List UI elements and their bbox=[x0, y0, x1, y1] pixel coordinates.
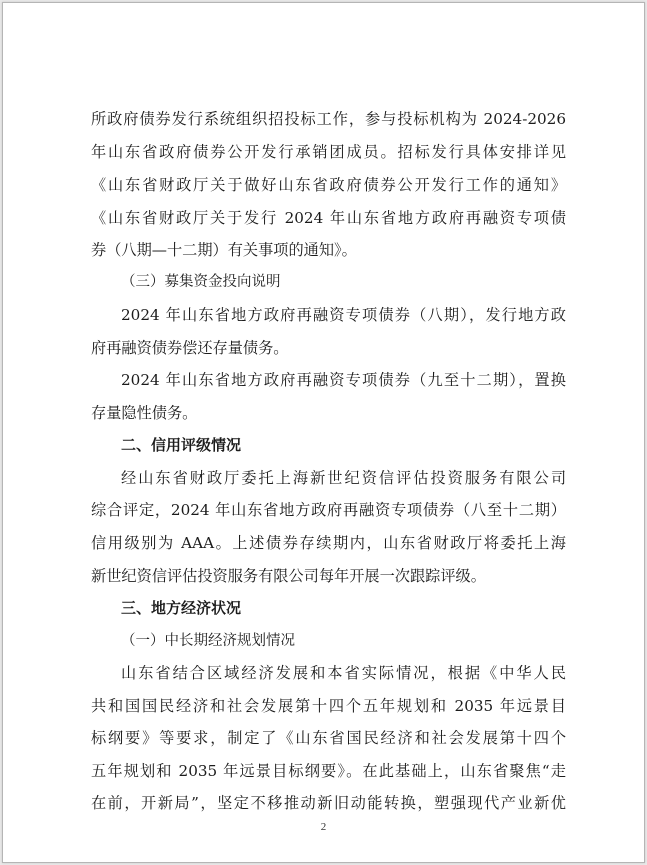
page-number: 2 bbox=[320, 821, 327, 833]
body-line: 2024 年山东省地方政府再融资专项债券（九至十二期），置换 bbox=[121, 371, 566, 389]
body-line: 2024 年山东省地方政府再融资专项债券（八期），发行地方政 bbox=[121, 306, 566, 324]
body-line: 《山东省财政厅关于做好山东省政府债券公开发行工作的通知》 bbox=[91, 176, 566, 194]
body-line: 信用级别为 AAA。上述债券存续期内，山东省财政厅将委托上海 bbox=[91, 534, 566, 552]
section-heading: 二、信用评级情况 bbox=[121, 436, 242, 454]
document-page bbox=[2, 2, 645, 863]
body-line: 年山东省政府债券公开发行承销团成员。招标发行具体安排详见 bbox=[91, 143, 566, 161]
body-line: 府再融资债券偿还存量债务。 bbox=[91, 339, 289, 357]
subsection-heading: （三）募集资金投向说明 bbox=[121, 274, 281, 290]
section-heading: 三、地方经济状况 bbox=[121, 599, 242, 617]
body-line: 经山东省财政厅委托上海新世纪资信评估投资服务有限公司 bbox=[121, 469, 566, 487]
body-line: 《山东省财政厅关于发行 2024 年山东省地方政府再融资专项债 bbox=[91, 209, 566, 227]
body-line: 山东省结合区域经济发展和本省实际情况，根据《中华人民 bbox=[121, 664, 566, 682]
body-line: 五年规划和 2035 年远景目标纲要》。在此基础上，山东省聚焦“走 bbox=[91, 762, 566, 780]
body-line: 共和国国民经济和社会发展第十四个五年规划和 2035 年远景目 bbox=[91, 697, 566, 715]
body-line: 券（八期—十二期）有关事项的通知》。 bbox=[91, 241, 357, 259]
body-line: 在前，开新局”，坚定不移推动新旧动能转换，塑强现代产业新优 bbox=[91, 794, 566, 812]
subsection-heading: （一）中长期经济规划情况 bbox=[121, 633, 295, 649]
body-line: 综合评定，2024 年山东省地方政府再融资专项债券（八至十二期） bbox=[91, 501, 566, 519]
body-line: 新世纪资信评估投资服务有限公司每年开展一次跟踪评级。 bbox=[91, 567, 486, 585]
body-line: 所政府债券发行系统组织招投标工作，参与投标机构为 2024-2026 bbox=[91, 110, 566, 128]
body-line: 存量隐性债务。 bbox=[91, 404, 198, 422]
body-line: 标纲要》等要求，制定了《山东省国民经济和社会发展第十四个 bbox=[91, 729, 566, 747]
